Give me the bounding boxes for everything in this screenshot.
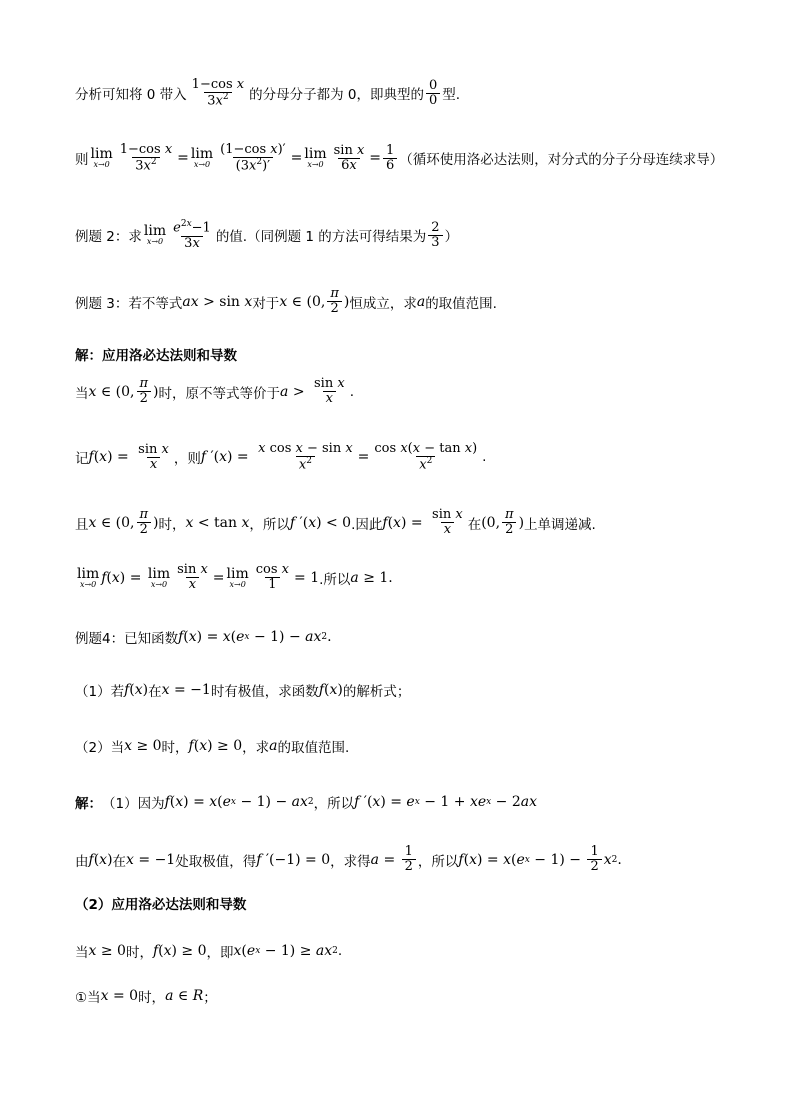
text: 则 xyxy=(75,152,89,169)
text: ） xyxy=(444,229,459,246)
text: 在 xyxy=(148,684,162,700)
line-11: （1）若 f ( x ) 在 x = −1 时有极值，求函数 f ( x ) 的解析式； xyxy=(75,682,411,700)
fraction: $\frac{0}{0}$ xyxy=(426,79,440,109)
text: 当 xyxy=(75,945,89,961)
text: 时，原不等式等价于 xyxy=(158,385,281,402)
limit: lim x→0 xyxy=(90,146,113,170)
text: 例题 3：若不等式 xyxy=(75,295,183,312)
line-13: 解： （1）因为 f ( x ) = x ( e x − 1) − ax 2 ，所以 f ′( x ) = e x − 1 + xe x − 2 ax xyxy=(75,794,538,812)
text: 时， xyxy=(125,945,153,961)
fraction: $\frac{1}{6}$ xyxy=(383,144,397,174)
text: 时有极值，求函数 xyxy=(210,684,319,700)
text: ，求得 xyxy=(330,853,371,870)
line-7: 记 f ( x ) = $\frac{\text{sin x}}{x}$ ，则 f ′( x ) = $\frac{\text{x cos x − sin x}}{x^2}$ = $\frac{\text{cos x(x − tan x)}}{x^2}$ . xyxy=(75,441,487,473)
fraction: $\frac{\text{sin x}}{x}$ xyxy=(314,376,345,407)
fraction: $\frac{\text{sin x}}{x}$ xyxy=(432,507,463,538)
fraction: $\frac{\pi}{2}$ xyxy=(327,287,342,317)
limit: lim x→0 xyxy=(304,146,327,170)
fraction: $\frac{\text{cos x}}{1}$ xyxy=(255,562,290,593)
line-8: 且 x ∈ (0, $\frac{\pi}{2}$ ) 时， x < tan x ，所以 f ′( x ) < 0 .因此 f ( x ) = $\frac{\text{sin x}}{x}$ 在 (0, $\frac{\pi}{2}$ ) 上单调递减. xyxy=(75,507,596,538)
text: 的分母分子都为 0，即典型的 xyxy=(249,87,424,104)
line-6: 当 x ∈ (0, $\frac{\pi}{2}$ ) 时，原不等式等价于 a > $\frac{\text{sin x}}{x}$ . xyxy=(75,376,354,407)
line-5-heading xyxy=(75,344,237,364)
text: 对于 xyxy=(252,295,280,312)
text: （1）因为 xyxy=(102,796,165,812)
limit: lim x→0 xyxy=(226,565,249,589)
text: 例题 2：求 xyxy=(75,229,142,246)
part-2-heading: （2）应用洛必达法则和导数 xyxy=(75,897,247,913)
text: . xyxy=(482,449,487,466)
text: 时， xyxy=(158,516,186,533)
fraction: $\frac{\text{cos x(x − tan x)}}{x^2}$ xyxy=(374,441,478,473)
limit: lim x→0 xyxy=(147,565,171,589)
line-1 xyxy=(75,78,460,109)
text: ，所以 xyxy=(249,516,290,533)
solution-heading: 解：应用洛必达法则和导数 xyxy=(75,348,237,364)
text: .所以 xyxy=(319,571,351,588)
text: 型. xyxy=(442,87,461,104)
fraction: $\frac{\text{1−cos x}}{3x^2}$ xyxy=(119,142,173,174)
text: （2）当 xyxy=(75,740,125,756)
fraction: $\frac{\text{sin x}}{x}$ xyxy=(138,441,169,472)
line-2: 则 lim x→0 $\frac{\text{1−cos x}}{3x^2}$ = lim x→0 $\frac{\text{(1−cos x)′}}{(3x^2)'}$ = lim x→0 $\frac{\text{sin x}}{6x}$ = $\frac{1}{6}$ （循环使用洛必达法则，对分式的分子分母连续求导） xyxy=(75,142,724,174)
note: （循环使用洛必达法则，对分式的分子分母连续求导） xyxy=(399,152,724,169)
fraction: $\frac{\text{sin x}}{x}$ xyxy=(177,562,208,593)
text: 且 xyxy=(75,516,89,533)
text: . xyxy=(337,943,343,959)
text: ，则 xyxy=(173,451,201,468)
text: 时， xyxy=(138,990,166,1006)
text: ，即 xyxy=(206,945,234,961)
text: . xyxy=(349,383,354,400)
line-16: 当 x ≥ 0 时， f ( x ) ≥ 0 ，即 x ( e x − 1) ≥ ax 2 . xyxy=(75,943,343,961)
text: 的解析式； xyxy=(342,684,411,700)
text: 处取极值，得 xyxy=(175,853,257,870)
fraction: $\frac{2}{3}$ xyxy=(428,221,442,251)
line-15-heading xyxy=(75,893,246,913)
limit: lim x→0 xyxy=(143,223,167,247)
line-3 xyxy=(75,220,458,251)
text: ①当 xyxy=(75,990,101,1006)
fraction: $\frac{\pi}{2}$ xyxy=(137,508,152,538)
line-4: 例题 3：若不等式 ax > sin x 对于 x ∈ (0, $\frac{\pi}{2}$ ) 恒成立，求 a 的取值范围. xyxy=(75,286,497,317)
text: ； xyxy=(203,990,217,1006)
text: 当 xyxy=(75,385,89,402)
fraction: $\frac{\text{1−cos x}}{3x^2}$ xyxy=(191,77,245,109)
fraction: $\frac{\pi}{2}$ xyxy=(137,377,152,407)
limit: lim x→0 xyxy=(77,565,100,589)
text: 时， xyxy=(161,740,189,756)
text: .因此 xyxy=(351,516,383,533)
text: 的取值范围. xyxy=(425,295,497,312)
text: 在 xyxy=(112,853,127,870)
text: 记 xyxy=(75,451,89,468)
text: ，所以 xyxy=(417,853,459,870)
fraction: $\frac{\pi}{2}$ xyxy=(502,508,517,538)
fraction: $\frac{\text{sin x}}{6x}$ xyxy=(333,142,365,173)
fraction: $\frac{1}{2}$ xyxy=(402,845,416,875)
text: 由 xyxy=(75,853,89,870)
fraction: $\frac{\text{x cos x − sin x}}{x^2}$ xyxy=(258,441,353,473)
text: 的取值范围. xyxy=(277,740,350,756)
fraction: $\frac{1}{2}$ xyxy=(587,845,601,875)
text: 恒成立，求 xyxy=(349,295,417,312)
text: 在 xyxy=(467,516,482,533)
line-17: ①当 x = 0 时， a ∈ R ； xyxy=(75,988,217,1006)
line-14: 由 f ( x ) 在 x = −1 处取极值，得 f ′(−1) = 0 ，求得 a = $\frac{1}{2}$ ，所以 f ( x ) = x ( e x − 1) − $\frac{1}{2}$ x 2 . xyxy=(75,844,622,875)
line-10: 例题4：已知函数 f ( x ) = x ( e x − 1) − ax 2 . xyxy=(75,629,332,647)
text: 上单调递减. xyxy=(524,516,596,533)
limit: lim x→0 xyxy=(190,146,214,170)
fraction: $\frac{e^{2x}-1}{3x}$ xyxy=(173,219,211,251)
text: 的值.（同例题 1 的方法可得结果为 xyxy=(215,229,427,246)
solution-label: 解： xyxy=(75,796,102,812)
line-12: （2）当 x ≥ 0 时， f ( x ) ≥ 0 ，求 a 的取值范围. xyxy=(75,738,350,756)
text: 例题4：已知函数 xyxy=(75,631,179,647)
text: 分析可知将 0 带入 xyxy=(75,87,187,104)
text: （1）若 xyxy=(75,684,125,700)
text: ，所以 xyxy=(313,796,355,812)
line-9: lim x→0 f ( x ) = lim x→0 $\frac{\text{sin x}}{x}$ = lim x→0 $\frac{\text{cos x}}{1}$ = 1 .所以 a ≥ 1. xyxy=(77,562,393,593)
text: ，求 xyxy=(242,740,270,756)
fraction: $\frac{\text{(1−cos x)′}}{(3x^2)'}$ xyxy=(220,142,286,174)
